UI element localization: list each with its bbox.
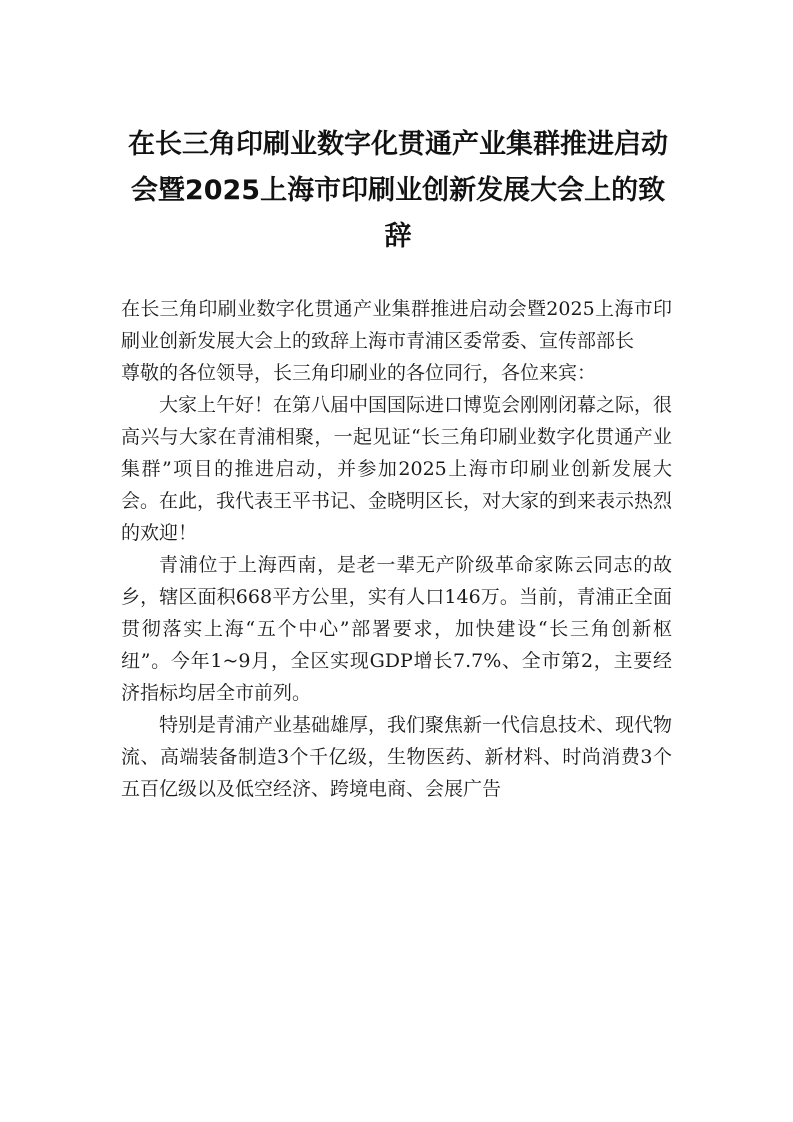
paragraph-qingpu-overview: 青浦位于上海西南，是老一辈无产阶级革命家陈云同志的故乡，辖区面积668平方公里，实有人口146万。当前，青浦正全面贯彻落实上海“五个中心”部署要求，加快建设“长三角创新枢纽”。今年1~9月，全区实现GDP增长7.7%、全市第2，主要经济指标均居全市前列。	[121, 554, 672, 704]
paragraph-salutation: 尊敬的各位领导，长三角印刷业的各位同行，各位来宾：	[121, 362, 597, 384]
document-body	[121, 294, 672, 805]
paragraph-greeting: 大家上午好！在第八届中国国际进口博览会刚刚闭幕之际，很高兴与大家在青浦相聚，一起见证“长三角印刷业数字化贯通产业集群”项目的推进启动，并参加2025上海市印刷业创新发展大会。在此，我代表王平书记、金晓明区长，对大家的到来表示热烈的欢迎！	[121, 394, 673, 544]
document-title: 在长三角印刷业数字化贯通产业集群推进启动会暨2025上海市印刷业创新发展大会上的致辞	[128, 129, 668, 252]
paragraph-industry-base: 特别是青浦产业基础雄厚，我们聚焦新一代信息技术、现代物流、高端装备制造3个千亿级，生物医药、新材料、时尚消费3个五百亿级以及低空经济、跨境电商、会展广告	[121, 714, 673, 800]
paragraph-intro: 在长三角印刷业数字化贯通产业集群推进启动会暨2025上海市印刷业创新发展大会上的致辞上海市青浦区委常委、宣传部部长	[121, 298, 672, 352]
